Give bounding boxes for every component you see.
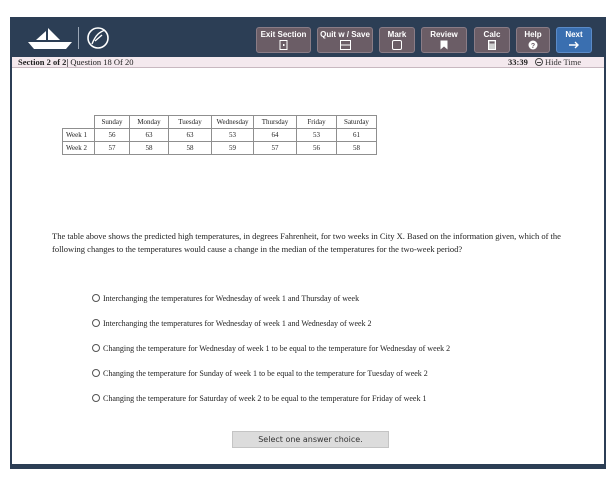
help-icon xyxy=(528,40,538,50)
quit-save-label: Quit w / Save xyxy=(320,30,370,39)
column-header: Sunday xyxy=(95,116,130,129)
answer-label: Changing the temperature for Sunday of week 1 to be equal to the temperature for Tuesday of week 2 xyxy=(103,369,428,378)
mark-label: Mark xyxy=(387,30,407,39)
next-label: Next xyxy=(565,30,583,39)
table-corner xyxy=(63,116,95,129)
checkbox-icon xyxy=(392,40,402,50)
help-label: Help xyxy=(524,30,542,39)
door-icon xyxy=(279,40,288,50)
exit-section-button[interactable] xyxy=(256,27,311,53)
answer-label: Interchanging the temperatures for Wednesday of week 1 and Thursday of week xyxy=(103,294,360,303)
svg-text:?: ? xyxy=(530,43,536,50)
answer-label: Interchanging the temperatures for Wednesday of week 1 and Wednesday of week 2 xyxy=(103,319,372,328)
question-text: The table above shows the predicted high temperatures, in degrees Fahrenheit, for two weeks in City X. Based on the information given, which of the following changes to the temperatures would cause a change in the median of the temperatures for the two-week period? xyxy=(52,231,561,254)
table-cell: 53 xyxy=(212,129,254,142)
table-row xyxy=(63,129,377,142)
row-header: Week 1 xyxy=(63,129,95,142)
table-cell: 63 xyxy=(130,129,169,142)
radio-button[interactable] xyxy=(92,344,100,352)
table-header-row xyxy=(63,116,377,129)
table-cell: 57 xyxy=(95,142,130,155)
arrow-right-icon xyxy=(568,40,580,50)
table-row xyxy=(63,142,377,155)
scroll-logo-icon xyxy=(84,24,112,52)
test-window xyxy=(10,17,606,469)
radio-button[interactable] xyxy=(92,319,100,327)
answer-choice-b[interactable] xyxy=(92,319,372,329)
bookmark-icon xyxy=(440,40,448,50)
column-header: Saturday xyxy=(337,116,377,129)
column-header: Monday xyxy=(130,116,169,129)
table-cell: 61 xyxy=(337,129,377,142)
quit-save-button[interactable] xyxy=(317,27,373,53)
status-bar xyxy=(12,57,604,68)
hide-time-toggle[interactable] xyxy=(535,57,581,68)
answer-label: Changing the temperature for Wednesday of week 1 to be equal to the temperature for Wednesday of week 2 xyxy=(103,344,451,353)
table-cell: 56 xyxy=(95,129,130,142)
table-cell: 58 xyxy=(130,142,169,155)
review-label: Review xyxy=(430,30,458,39)
review-button[interactable] xyxy=(421,27,467,53)
radio-button[interactable] xyxy=(92,294,100,302)
ship-logo-icon xyxy=(24,25,76,51)
table-cell: 53 xyxy=(297,129,337,142)
radio-button[interactable] xyxy=(92,394,100,402)
calc-button[interactable] xyxy=(474,27,510,53)
help-button[interactable] xyxy=(516,27,550,53)
calculator-icon xyxy=(488,40,496,50)
toolbar xyxy=(10,17,606,57)
table-cell: 58 xyxy=(169,142,212,155)
calc-label: Calc xyxy=(483,30,501,39)
answer-choice-e[interactable] xyxy=(92,394,426,404)
question-counter: Question 18 Of 20 xyxy=(68,57,134,67)
answer-choice-a[interactable] xyxy=(92,294,359,304)
answer-choice-c[interactable] xyxy=(92,344,450,354)
column-header: Wednesday xyxy=(212,116,254,129)
instruction-bar: Select one answer choice. xyxy=(232,431,389,448)
table-cell: 56 xyxy=(297,142,337,155)
exit-section-label: Exit Section xyxy=(260,30,307,39)
answer-label: Changing the temperature for Saturday of week 2 to be equal to the temperature for Friday of week 1 xyxy=(103,394,427,403)
radio-button[interactable] xyxy=(92,369,100,377)
row-header: Week 2 xyxy=(63,142,95,155)
question-pane xyxy=(12,57,604,464)
table-cell: 59 xyxy=(212,142,254,155)
answer-choice-d[interactable] xyxy=(92,369,428,379)
minus-circle-icon xyxy=(535,58,543,66)
temperature-table xyxy=(62,115,377,155)
column-header: Friday xyxy=(297,116,337,129)
table-cell: 64 xyxy=(254,129,297,142)
next-button[interactable] xyxy=(556,27,592,53)
section-label: Section 2 of 2| xyxy=(18,57,69,67)
table-cell: 57 xyxy=(254,142,297,155)
table-cell: 58 xyxy=(337,142,377,155)
section-indicator xyxy=(18,57,133,68)
column-header: Thursday xyxy=(254,116,297,129)
save-icon xyxy=(340,40,351,50)
mark-button[interactable] xyxy=(379,27,415,53)
table-cell: 63 xyxy=(169,129,212,142)
timer: 33:39 xyxy=(508,57,528,67)
column-header: Tuesday xyxy=(169,116,212,129)
hide-time-label: Hide Time xyxy=(545,57,582,67)
logo-divider xyxy=(78,27,79,49)
